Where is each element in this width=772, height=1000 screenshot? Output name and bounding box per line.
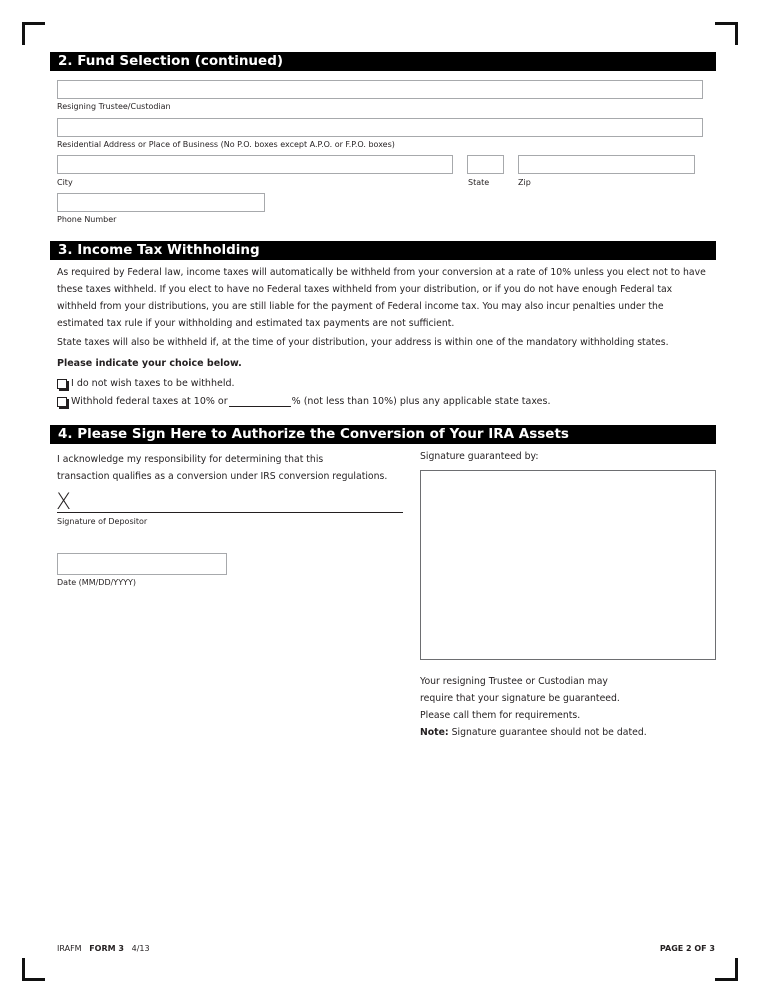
- crop-mark-bottom-right: [715, 958, 738, 981]
- tax-paragraph-2: [57, 334, 707, 351]
- guarantee-note-line-2: require that your signature be guaranteed.: [420, 693, 620, 704]
- guarantee-note-line-3: Please call them for requirements.: [420, 710, 581, 721]
- choice-heading: Please indicate your choice below.: [57, 358, 242, 369]
- signature-guarantee-box[interactable]: [420, 470, 716, 660]
- note-rest: Signature guarantee should not be dated.: [448, 727, 647, 738]
- zip-label: Zip: [518, 178, 531, 187]
- signature-line[interactable]: [57, 512, 403, 513]
- tax-paragraph-1-text: As required by Federal law, income taxes will automatically be withheld from your conversion at a rate of 10% unless you elect not to have these taxes withheld. If you elect to have no Federal taxes withheld from your distribution, or if you do not have enough Federal tax withheld from your distributions, you are still liable for the payment of Federal income tax. You may also incur penalties under the estimated tax rule if your withholding and estimated tax payments are not sufficient.: [57, 267, 706, 329]
- phone-number-label: Phone Number: [57, 215, 117, 224]
- resigning-trustee-label: Resigning Trustee/Custodian: [57, 102, 171, 111]
- resigning-trustee-input[interactable]: [57, 80, 703, 99]
- footer-form-id: [57, 944, 150, 953]
- tax-paragraph-1: [57, 264, 707, 332]
- withhold-percent-blank[interactable]: [229, 397, 291, 407]
- guarantee-note: [420, 673, 647, 741]
- date-label: Date (MM/DD/YYYY): [57, 578, 136, 587]
- zip-input[interactable]: [518, 155, 695, 174]
- phone-number-input[interactable]: [57, 193, 265, 212]
- city-label: City: [57, 178, 73, 187]
- crop-mark-top-left: [22, 22, 45, 45]
- withhold-federal-checkbox[interactable]: [57, 397, 67, 407]
- date-input[interactable]: [57, 553, 227, 575]
- footer-page-number: PAGE 2 OF 3: [659, 944, 715, 953]
- address-label: Residential Address or Place of Business (No P.O. boxes except A.P.O. or F.P.O. boxes): [57, 140, 395, 149]
- note-bold: Note:: [420, 727, 449, 738]
- withhold-federal-label-prefix: Withhold federal taxes at 10% or: [71, 396, 228, 407]
- acknowledgement-line-2: transaction qualifies as a conversion under IRS conversion regulations.: [57, 471, 388, 482]
- city-input[interactable]: [57, 155, 453, 174]
- withhold-federal-label-suffix: % (not less than 10%) plus any applicable state taxes.: [291, 396, 551, 407]
- acknowledgement-text: [57, 451, 387, 485]
- state-input[interactable]: [467, 155, 504, 174]
- guarantee-label: Signature guaranteed by:: [420, 451, 539, 462]
- option-withhold-federal[interactable]: [57, 396, 551, 407]
- crop-mark-top-right: [715, 22, 738, 45]
- footer-form: FORM 3: [89, 944, 124, 953]
- no-withholding-checkbox[interactable]: [57, 379, 67, 389]
- no-withholding-label: I do not wish taxes to be withheld.: [71, 378, 235, 389]
- signature-x-mark: X: [56, 490, 72, 515]
- footer-code: IRAFM: [57, 944, 82, 953]
- state-label: State: [468, 178, 490, 187]
- acknowledgement-line-1: I acknowledge my responsibility for determining that this: [57, 454, 324, 465]
- section-heading-fund-selection: 2. Fund Selection (continued): [50, 52, 716, 71]
- section-heading-signature: 4. Please Sign Here to Authorize the Conversion of Your IRA Assets: [50, 425, 716, 444]
- guarantee-note-line-4: [420, 724, 647, 741]
- option-no-withholding[interactable]: [57, 378, 235, 389]
- crop-mark-bottom-left: [22, 958, 45, 981]
- tax-paragraph-2-text: State taxes will also be withheld if, at the time of your distribution, your address is within one of the mandatory withholding states.: [57, 337, 669, 348]
- signature-label: Signature of Depositor: [57, 517, 148, 526]
- address-input[interactable]: [57, 118, 703, 137]
- footer-date: 4/13: [131, 944, 150, 953]
- section-heading-income-tax: 3. Income Tax Withholding: [50, 241, 716, 260]
- guarantee-note-line-1: Your resigning Trustee or Custodian may: [420, 676, 608, 687]
